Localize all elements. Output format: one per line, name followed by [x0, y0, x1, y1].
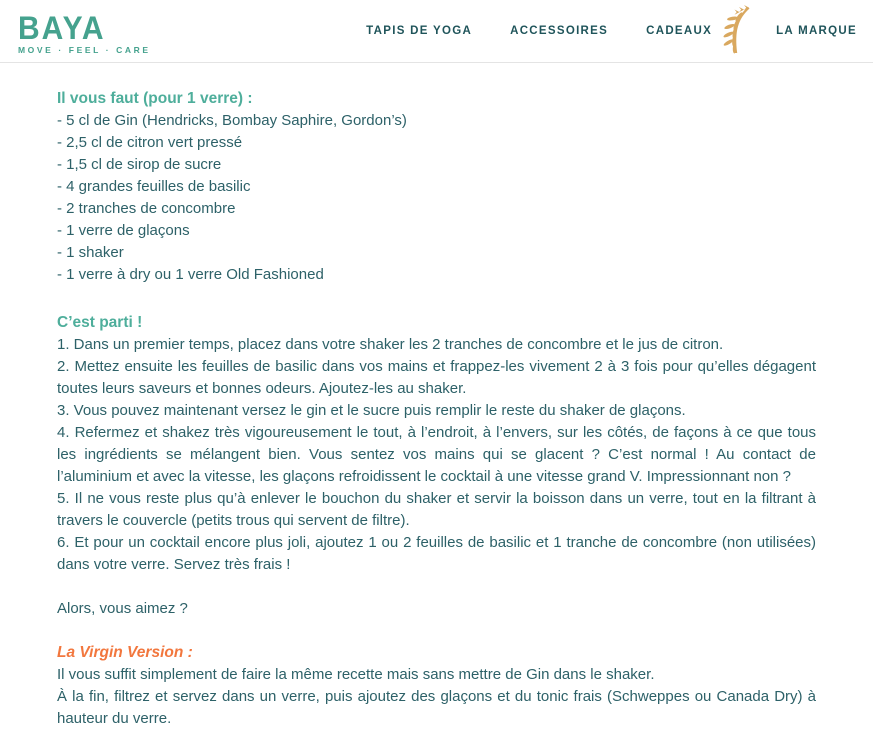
step-5: 5. Il ne vous reste plus qu’à enlever le bouchon du shaker et servir la boisson dans un verre, tout en la filtrant à travers le couvercle (petits trous qui servent de filtre).	[57, 490, 816, 529]
step-1: 1. Dans un premier temps, placez dans votre shaker les 2 tranches de concombre et le jus de citron.	[57, 336, 724, 353]
step-3: 3. Vous pouvez maintenant versez le gin et le sucre puis remplir le reste du shaker de glaçons.	[57, 402, 686, 419]
steps-list	[57, 334, 816, 576]
nav-item-accessoires[interactable]: ACCESSOIRES	[510, 25, 609, 37]
recipe-article	[0, 63, 873, 738]
list-item: - 5 cl de Gin (Hendricks, Bombay Saphire, Gordon’s)	[57, 112, 407, 129]
virgin-version-heading: La Virgin Version :	[57, 644, 193, 661]
virgin-version-text	[57, 664, 816, 730]
list-item: - 1 verre à dry ou 1 verre Old Fashioned	[57, 266, 324, 283]
step-4: 4. Refermez et shakez très vigoureusement le tout, à l’endroit, à l’envers, sur les côtés, de façons à ce que tous les ingrédients se mélangent bien. Vous sentez vos mains qui se glacent ? C’est normal ! Au contact de l’aluminium et avec la vitesse, les glaçons refroidissent le cocktail à une vitesse grand V. Impressionnant non ?	[57, 424, 816, 485]
brand-logo[interactable]	[18, 8, 151, 55]
virgin-line-1: Il vous suffit simplement de faire la même recette mais sans mettre de Gin dans le shaker.	[57, 666, 655, 683]
list-item: - 2,5 cl de citron vert pressé	[57, 134, 243, 151]
list-item: - 2 tranches de concombre	[57, 200, 236, 217]
wheat-sprig-icon	[708, 3, 752, 55]
nav-item-cadeaux[interactable]	[646, 25, 738, 37]
steps-heading: C’est parti !	[57, 314, 143, 331]
main-nav	[366, 0, 857, 62]
brand-name: BAYA	[18, 10, 106, 47]
step-2: 2. Mettez ensuite les feuilles de basilic dans vos mains et frappez-les vivement 2 à 3 fois pour qu’elles dégagent toutes leurs saveurs et bonnes odeurs. Ajoutez-les au shaker.	[57, 358, 816, 397]
ingredients-heading: Il vous faut (pour 1 verre) :	[57, 90, 253, 107]
site-header	[0, 0, 873, 63]
list-item: - 1 shaker	[57, 244, 124, 261]
nav-item-la-marque[interactable]: LA MARQUE	[776, 25, 857, 37]
step-6: 6. Et pour un cocktail encore plus joli, ajoutez 1 ou 2 feuilles de basilic et 1 tranche de concombre (non utilisées) dans votre verre. Servez très frais !	[57, 534, 816, 573]
ingredients-list	[57, 110, 816, 286]
virgin-line-2: À la fin, filtrez et servez dans un verre, puis ajoutez des glaçons et du tonic frais (Schweppes ou Canada Dry) à hauteur du verre.	[57, 688, 816, 727]
list-item: - 1,5 cl de sirop de sucre	[57, 156, 222, 173]
question-text: Alors, vous aimez ?	[57, 600, 188, 617]
nav-item-tapis-de-yoga[interactable]: TAPIS DE YOGA	[366, 25, 473, 37]
list-item: - 4 grandes feuilles de basilic	[57, 178, 251, 195]
brand-tagline: MOVE · FEEL · CARE	[18, 44, 151, 55]
list-item: - 1 verre de glaçons	[57, 222, 190, 239]
nav-item-cadeaux-label: CADEAUX	[646, 25, 713, 37]
